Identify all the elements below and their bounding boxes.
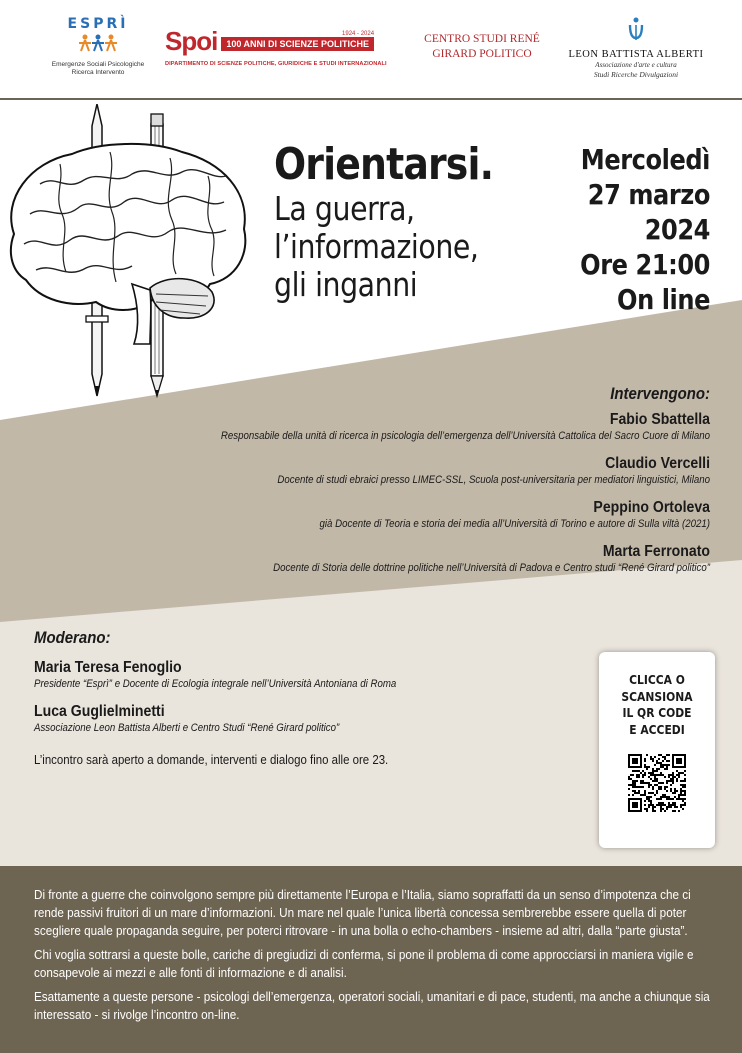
- espri-sub-line2: Ricerca Intervento: [71, 69, 125, 76]
- spoi-logo[interactable]: [165, 26, 385, 96]
- description-paragraph-2: Chi voglia sottrarsi a queste bolle, cariche di pregiudizi di conferma, si pone il problema di come approcciarsi in maniera vigile e consapevole ai mezzi e alle fonti di informazione e di analisi.: [34, 947, 694, 980]
- speakers-heading: Intervengono:: [610, 384, 710, 403]
- moderators-heading: Moderano:: [34, 628, 111, 647]
- qr-line1: CLICCA O: [629, 672, 685, 687]
- espri-logo[interactable]: [48, 10, 148, 85]
- alberti-sub1: Associazione d'arte e cultura: [595, 61, 677, 69]
- alberti-sub2: Studi Ricerche Divulgazioni: [593, 70, 679, 79]
- brain-illustration: [0, 104, 260, 404]
- speaker-role: già Docente di Teoria e storia dei media all’Università di Torino e autore di Sulla viltà (2021): [319, 518, 710, 530]
- title-line3: l’informazione,: [274, 227, 479, 266]
- title-line2: La guerra,: [274, 189, 415, 228]
- spoi-department: DIPARTIMENTO DI SCIENZE POLITICHE, GIURIDICHE E STUDI INTERNAZIONALI: [165, 61, 387, 67]
- girard-logo[interactable]: [412, 32, 552, 62]
- qa-note: L’incontro sarà aperto a domande, interventi e dialogo fino alle ore 23.: [34, 752, 389, 767]
- title-line4: gli inganni: [274, 265, 418, 304]
- moderators-section: [34, 628, 554, 767]
- event-datetime: [521, 142, 710, 317]
- moderator-name: Luca Guglielminetti: [34, 703, 165, 720]
- speaker-role: Responsabile della unità di ricerca in psicologia dell’emergenza dell’Università Cattolica del Sacro Cuore di Milano: [220, 430, 710, 442]
- moderator-role: Associazione Leon Battista Alberti e Centro Studi “René Girard politico”: [34, 722, 340, 734]
- title-line1: Orientarsi.: [274, 139, 494, 190]
- speakers-section: [70, 384, 710, 586]
- qr-access-button[interactable]: [599, 652, 715, 848]
- qr-line3: IL QR CODE: [622, 705, 692, 720]
- espri-word: ESPRÌ: [67, 16, 129, 32]
- moderator-item: [34, 702, 554, 736]
- speaker-item: [70, 542, 710, 576]
- speaker-item: [70, 498, 710, 532]
- speaker-name: Peppino Ortoleva: [593, 499, 710, 516]
- speaker-name: Marta Ferronato: [602, 543, 710, 560]
- speaker-name: Claudio Vercelli: [605, 455, 710, 472]
- description-paragraph-3: Esattamente a queste persone - psicologi dell’emergenza, operatori sociali, umanitari e di pace, studenti, ma anche a chiunque sia interessato - si rivolge l’incontro on-line.: [34, 989, 710, 1022]
- espri-sub-line1: Emergenze Sociali Psicologiche: [51, 61, 145, 68]
- spoi-tag: 100 ANNI DI SCIENZE POLITICHE: [221, 37, 374, 51]
- speaker-item: [70, 454, 710, 488]
- speaker-role: Docente di studi ebraici presso LIMEC-SSL, Scuola post-universitaria per mediatori linguistici, Milano: [277, 474, 710, 486]
- qr-line2: SCANSIONA: [621, 688, 693, 704]
- qr-code-icon[interactable]: [626, 752, 688, 814]
- description-paragraph-1: Di fronte a guerre che coinvolgono sempre più direttamente l’Europa e l’Italia, siamo sopraffatti da un senso d’impotenza che ci rende passivi fruitori di un mare d’informazioni. Un mare nel quale l’unica libertà concessa sembrerebbe essere quella di poter scegliere quale propaganda seguire, per poterci ritrovare - in una bolla o echo-chambers - insieme ad altri, dalla “parte giusta”.: [34, 887, 691, 938]
- alberti-name: LEON BATTISTA ALBERTI: [568, 49, 704, 60]
- speaker-name: Fabio Sbattella: [609, 411, 710, 428]
- qr-instructions: [607, 672, 707, 738]
- alberti-mark-icon: [621, 16, 651, 42]
- spoi-years: 1924 - 2024: [342, 31, 375, 37]
- espri-subtitle: [48, 61, 148, 77]
- girard-line2: GIRARD POLITICO: [432, 48, 532, 60]
- moderator-name: Maria Teresa Fenoglio: [34, 659, 182, 676]
- spoi-word: Spoi: [165, 26, 218, 56]
- event-day: Mercoledì: [580, 143, 710, 176]
- people-icon: [73, 34, 123, 52]
- moderator-role: Presidente “Esprì” e Docente di Ecologia integrale nell’Università Antoniana di Roma: [34, 678, 397, 690]
- moderator-item: [34, 658, 554, 692]
- header-logos: [0, 0, 742, 100]
- event-time: Ore 21:00: [580, 248, 710, 281]
- event-mode: On line: [617, 283, 710, 316]
- brain-drawing: [11, 144, 245, 344]
- event-title: [274, 139, 494, 304]
- speaker-item: [70, 410, 710, 444]
- girard-line1: CENTRO STUDI RENÉ: [424, 33, 540, 45]
- event-date: 27 marzo 2024: [587, 178, 710, 246]
- speaker-role: Docente di Storia delle dottrine politiche nell’Università di Padova e Centro studi “René Girard politico”: [273, 562, 710, 574]
- description-footer: [0, 866, 742, 1053]
- qr-line4: E ACCEDI: [629, 721, 685, 737]
- alberti-logo[interactable]: [566, 16, 706, 79]
